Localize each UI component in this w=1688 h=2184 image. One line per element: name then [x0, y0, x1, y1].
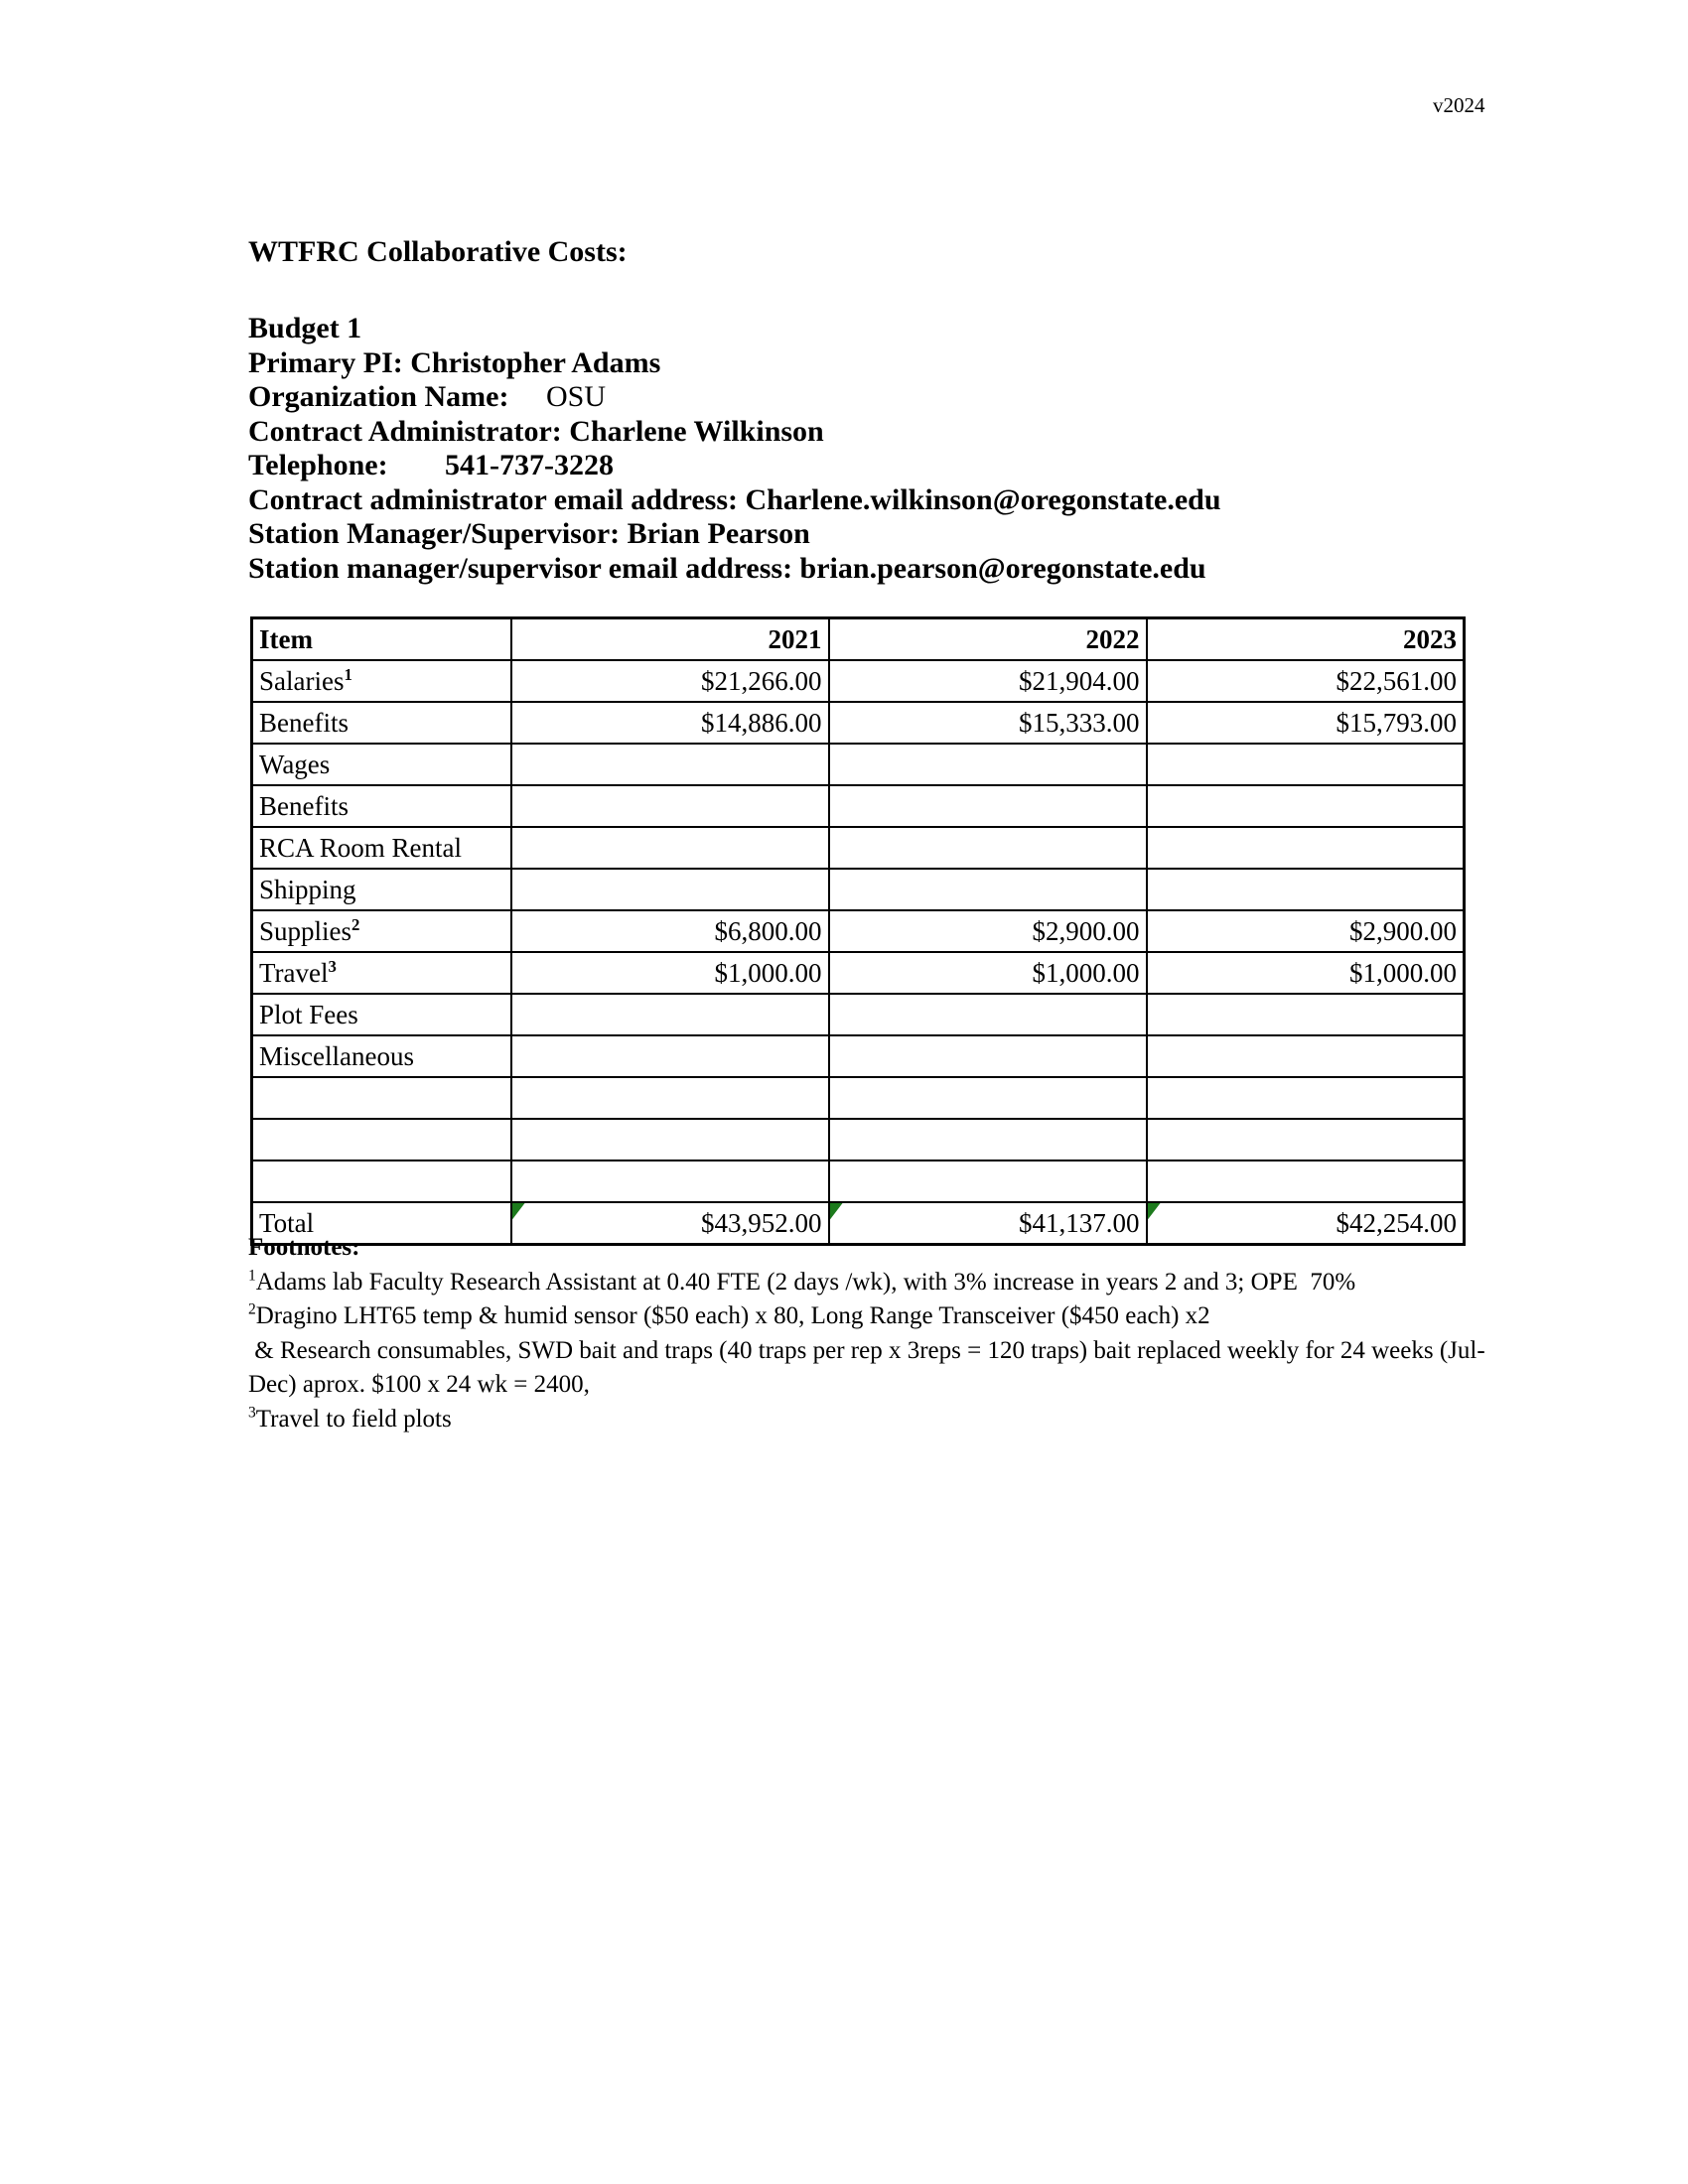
table-row-benefits-2	[252, 785, 1465, 827]
value-cell	[511, 1119, 829, 1160]
value-cell	[1147, 785, 1465, 827]
total-value-cell: $42,254.00	[1147, 1202, 1465, 1245]
contract-administrator-line: Contract Administrator: Charlene Wilkinson	[248, 414, 824, 448]
footnotes-block	[248, 1231, 1485, 1436]
table-row-plot-fees	[252, 994, 1465, 1035]
value-cell	[1147, 1119, 1465, 1160]
footnote-line: $^1$Adams lab Faculty Research Assistant at 0.40 FTE (2 days /wk), with 3% increase in years 2 and 3; OPE 70%	[248, 1267, 1356, 1296]
item-cell: Wages	[252, 744, 511, 785]
value-cell: $15,793.00	[1147, 702, 1465, 744]
item-cell	[252, 1077, 511, 1119]
footnotes-heading: Footnotes:	[248, 1234, 360, 1261]
value-cell	[829, 1119, 1147, 1160]
item-cell: Supplies$^2$	[252, 910, 511, 952]
formula-flag-icon	[512, 1203, 525, 1220]
table-row-empty	[252, 1077, 1465, 1119]
footnote-line: Dec) aprox. $100 x 24 wk = 2400,	[248, 1371, 590, 1398]
table-row-miscellaneous	[252, 1035, 1465, 1077]
value-cell	[1147, 869, 1465, 910]
item-cell: Travel$^3$	[252, 952, 511, 994]
value-cell	[829, 785, 1147, 827]
item-cell: Miscellaneous	[252, 1035, 511, 1077]
budget-info-block	[248, 312, 1221, 586]
formula-flag-icon	[830, 1203, 843, 1220]
table-row-empty	[252, 1160, 1465, 1202]
version-label: v2024	[1433, 93, 1485, 117]
table-row-salaries	[252, 660, 1465, 702]
table-row-shipping	[252, 869, 1465, 910]
value-cell: $15,333.00	[829, 702, 1147, 744]
total-label-cell: Total	[252, 1202, 511, 1245]
value-cell: $1,000.00	[511, 952, 829, 994]
table-header-row	[252, 618, 1465, 661]
value-cell	[511, 785, 829, 827]
item-cell: Salaries$^1$	[252, 660, 511, 702]
station-manager-email-line: Station manager/supervisor email address: brian.pearson@oregonstate.edu	[248, 551, 1206, 585]
budget-label: Budget 1	[248, 312, 362, 344]
item-cell: RCA Room Rental	[252, 827, 511, 869]
organization-label: Organization Name:	[248, 380, 509, 413]
table-row-travel	[252, 952, 1465, 994]
value-cell	[511, 1035, 829, 1077]
footnote-line: $^3$Travel to field plots	[248, 1404, 452, 1433]
value-cell	[829, 744, 1147, 785]
footnote-ref: 1	[344, 664, 352, 684]
value-cell	[1147, 744, 1465, 785]
value-cell	[1147, 1077, 1465, 1119]
footnote-ref: 2	[352, 914, 360, 934]
document-title: WTFRC Collaborative Costs:	[248, 235, 628, 268]
item-cell: Benefits	[252, 785, 511, 827]
value-cell: $1,000.00	[1147, 952, 1465, 994]
formula-flag-icon	[1148, 1203, 1161, 1220]
footnote-line: $^2$Dragino LHT65 temp & humid sensor ($50 each) x 80, Long Range Transceiver ($450 each) x2	[248, 1300, 1210, 1329]
value-cell	[829, 1160, 1147, 1202]
value-cell	[829, 827, 1147, 869]
column-header-2022: 2022	[829, 618, 1147, 661]
value-cell: $21,266.00	[511, 660, 829, 702]
value-cell	[829, 994, 1147, 1035]
table-row-empty	[252, 1119, 1465, 1160]
value-cell	[1147, 1160, 1465, 1202]
column-header-item: Item	[252, 618, 511, 661]
telephone-value: 541-737-3228	[445, 449, 614, 481]
footnote-line: & Research consumables, SWD bait and traps (40 traps per rep x 3reps = 120 traps) bait replaced weekly for 24 weeks (Jul-	[248, 1336, 1485, 1364]
value-cell: $2,900.00	[829, 910, 1147, 952]
footnote-marker: 2	[248, 1300, 256, 1318]
value-cell	[511, 744, 829, 785]
value-cell: $1,000.00	[829, 952, 1147, 994]
footnote-marker: 3	[248, 1404, 256, 1422]
table-row-supplies	[252, 910, 1465, 952]
value-cell	[511, 1160, 829, 1202]
station-manager-line: Station Manager/Supervisor: Brian Pearson	[248, 517, 810, 550]
value-cell	[511, 869, 829, 910]
total-value-cell: $41,137.00	[829, 1202, 1147, 1245]
value-cell: $22,561.00	[1147, 660, 1465, 702]
footnote-ref: 3	[328, 956, 337, 976]
value-cell	[511, 1077, 829, 1119]
primary-pi-line: Primary PI: Christopher Adams	[248, 345, 661, 379]
item-cell: Benefits	[252, 702, 511, 744]
item-cell	[252, 1119, 511, 1160]
total-value-cell: $43,952.00	[511, 1202, 829, 1245]
organization-value: OSU	[546, 380, 607, 413]
column-header-2021: 2021	[511, 618, 829, 661]
telephone-label: Telephone:	[248, 449, 388, 481]
value-cell	[1147, 827, 1465, 869]
value-cell: $14,886.00	[511, 702, 829, 744]
value-cell	[829, 1035, 1147, 1077]
item-cell	[252, 1160, 511, 1202]
item-cell: Shipping	[252, 869, 511, 910]
table-row-benefits	[252, 702, 1465, 744]
table-row-rca-room-rental	[252, 827, 1465, 869]
table-row-wages	[252, 744, 1465, 785]
value-cell	[1147, 994, 1465, 1035]
value-cell	[511, 827, 829, 869]
contract-admin-email-line: Contract administrator email address: Charlene.wilkinson@oregonstate.edu	[248, 482, 1221, 516]
value-cell	[829, 1077, 1147, 1119]
organization-line	[248, 380, 1221, 415]
column-header-2023: 2023	[1147, 618, 1465, 661]
value-cell	[1147, 1035, 1465, 1077]
value-cell	[829, 869, 1147, 910]
value-cell: $21,904.00	[829, 660, 1147, 702]
footnote-marker: 1	[248, 1267, 256, 1285]
item-cell: Plot Fees	[252, 994, 511, 1035]
value-cell: $6,800.00	[511, 910, 829, 952]
telephone-line	[248, 449, 1221, 483]
value-cell	[511, 994, 829, 1035]
value-cell: $2,900.00	[1147, 910, 1465, 952]
budget-table	[250, 616, 1466, 1246]
